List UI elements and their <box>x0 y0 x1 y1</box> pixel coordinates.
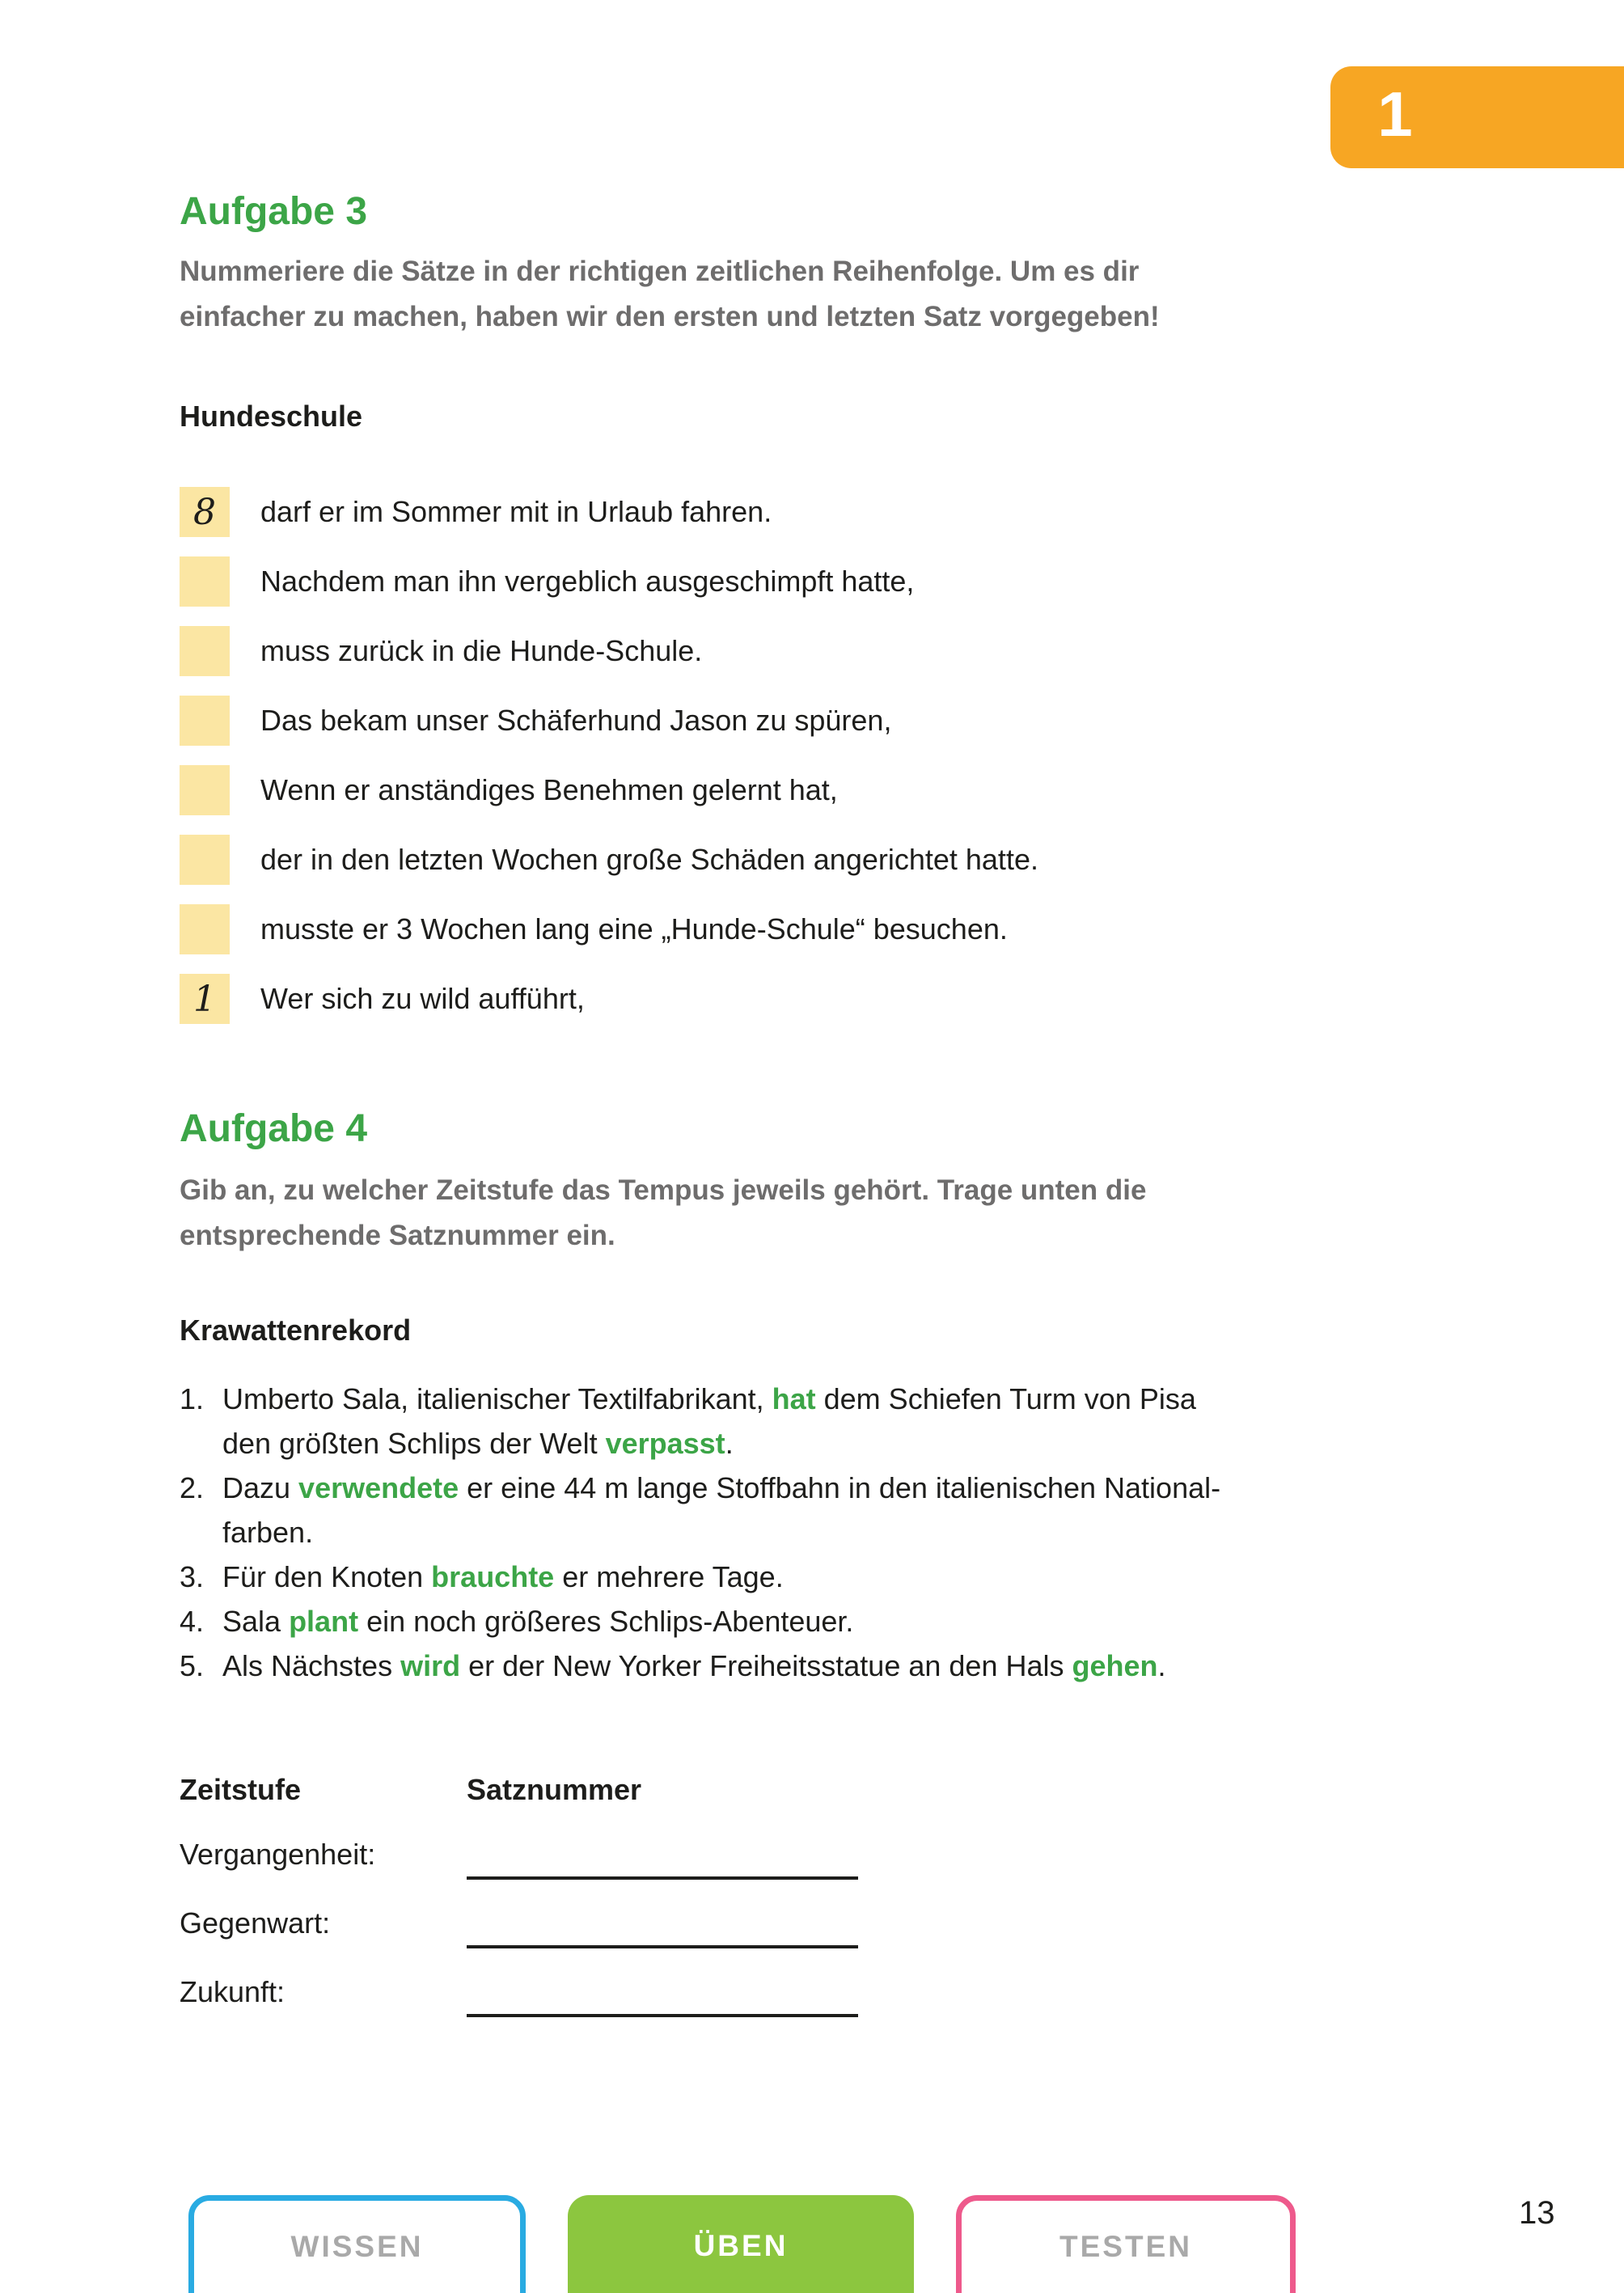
sentence-row <box>180 487 1038 537</box>
unit-number: 1 <box>1377 78 1413 150</box>
satznummer-input-line-zukunft[interactable] <box>467 2014 858 2017</box>
sentence-line <box>222 1510 1220 1555</box>
sentence-text: Wenn er anständiges Benehmen gelernt hat, <box>260 773 838 806</box>
tempus-verb: brauchte <box>431 1560 555 1593</box>
zeitstufe-label-gegenwart: Gegenwart: <box>180 1906 331 1940</box>
sentence-text: Das bekam unser Schäferhund Jason zu spüren, <box>260 704 892 737</box>
tempus-verb: plant <box>289 1605 359 1638</box>
instruction-line: Nummeriere die Sätze in der richtigen zeitlichen Reihenfolge. Um es dir <box>180 256 1140 287</box>
zeitstufe-column-header: Zeitstufe <box>180 1773 302 1806</box>
sentence-row <box>180 556 1038 607</box>
sentence-number: 3. <box>180 1560 205 1593</box>
sentence-line <box>222 1466 1220 1510</box>
sentence-row <box>180 765 1038 815</box>
sentence-row <box>180 904 1038 954</box>
order-number-box[interactable] <box>180 626 230 676</box>
order-number-box[interactable]: 8 <box>180 487 230 537</box>
sentence-number: 2. <box>180 1471 205 1504</box>
sentence-segment: den größten Schlips der Welt <box>222 1427 606 1460</box>
sentence-body <box>222 1599 853 1644</box>
tempus-verb: verpasst <box>605 1427 725 1460</box>
sentence-number: 4. <box>180 1605 205 1638</box>
aufgabe3-title: Aufgabe 3 <box>180 190 368 233</box>
sentence-text: Wer sich zu wild aufführt, <box>260 982 585 1015</box>
order-number-box[interactable] <box>180 696 230 746</box>
sentence-row <box>180 835 1038 885</box>
aufgabe4-title: Aufgabe 4 <box>180 1107 368 1150</box>
sentence-text: musste er 3 Wochen lang eine „Hunde-Schule“ besuchen. <box>260 912 1008 946</box>
sentence-row <box>180 696 1038 746</box>
sentence-body <box>222 1466 1220 1555</box>
zeitstufe-label-zukunft: Zukunft: <box>180 1975 285 2008</box>
sentence-segment: . <box>725 1427 734 1460</box>
krawattenrekord-subtitle: Krawattenrekord <box>180 1314 412 1347</box>
sentence-segment: dem Schiefen Turm von Pisa <box>815 1382 1196 1415</box>
order-number-box[interactable] <box>180 904 230 954</box>
numbered-sentence <box>180 1555 1220 1599</box>
order-number-box[interactable]: 1 <box>180 974 230 1024</box>
page-number: 13 <box>1519 2195 1555 2231</box>
sentence-segment: farben. <box>222 1516 314 1549</box>
sentence-text: muss zurück in die Hunde-Schule. <box>260 634 703 667</box>
tab-wissen[interactable]: WISSEN <box>188 2195 526 2293</box>
sentence-number: 1. <box>180 1382 205 1415</box>
sentence-segment: er mehrere Tage. <box>554 1560 784 1593</box>
tempus-verb: wird <box>400 1649 461 1682</box>
sentence-body <box>222 1644 1166 1688</box>
sentence-row <box>180 626 1038 676</box>
sentence-segment: Umberto Sala, italienischer Textilfabrikant, <box>222 1382 772 1415</box>
instruction-line: einfacher zu machen, haben wir den ersten und letzten Satz vorgegeben! <box>180 301 1160 332</box>
sentence-text: darf er im Sommer mit in Urlaub fahren. <box>260 495 772 528</box>
tempus-verb: gehen <box>1072 1649 1158 1682</box>
sentence-segment: Für den Knoten <box>222 1560 432 1593</box>
sentence-row <box>180 974 1038 1024</box>
zeitstufe-label-vergangenheit: Vergangenheit: <box>180 1838 376 1871</box>
sentence-text: der in den letzten Wochen große Schäden angerichtet hatte. <box>260 843 1038 876</box>
instruction-line: entsprechende Satznummer ein. <box>180 1220 615 1251</box>
hundeschule-subtitle: Hundeschule <box>180 400 363 433</box>
sentence-line <box>222 1555 784 1599</box>
tab-testen[interactable]: TESTEN <box>956 2195 1296 2293</box>
order-number-box[interactable] <box>180 835 230 885</box>
sentence-segment: er eine 44 m lange Stoffbahn in den italienischen National- <box>459 1471 1221 1504</box>
hundeschule-sentence-list <box>180 487 1038 1043</box>
unit-number-tab <box>1330 66 1624 168</box>
order-number-box[interactable] <box>180 765 230 815</box>
instruction-line: Gib an, zu welcher Zeitstufe das Tempus jeweils gehört. Trage unten die <box>180 1174 1147 1206</box>
numbered-sentence <box>180 1599 1220 1644</box>
krawattenrekord-sentence-list <box>180 1377 1220 1688</box>
order-number-box[interactable] <box>180 556 230 607</box>
sentence-segment: Als Nächstes <box>222 1649 401 1682</box>
tempus-verb: verwendete <box>298 1471 459 1504</box>
satznummer-column-header: Satznummer <box>467 1773 642 1806</box>
numbered-sentence <box>180 1377 1220 1466</box>
sentence-segment: er der New Yorker Freiheitsstatue an den Hals <box>460 1649 1072 1682</box>
sentence-line <box>222 1599 853 1644</box>
sentence-segment: . <box>1157 1649 1166 1682</box>
tab-ueben-active[interactable]: ÜBEN <box>568 2195 914 2293</box>
sentence-segment: Dazu <box>222 1471 299 1504</box>
sentence-line <box>222 1644 1166 1688</box>
sentence-segment: Sala <box>222 1605 290 1638</box>
sentence-number: 5. <box>180 1649 205 1682</box>
sentence-line <box>222 1377 1196 1421</box>
sentence-body <box>222 1377 1196 1466</box>
satznummer-input-line-gegenwart[interactable] <box>467 1945 858 1948</box>
aufgabe4-instruction <box>180 1168 1146 1259</box>
numbered-sentence <box>180 1466 1220 1555</box>
sentence-segment: ein noch größeres Schlips-Abenteuer. <box>358 1605 854 1638</box>
numbered-sentence <box>180 1644 1220 1688</box>
sentence-text: Nachdem man ihn vergeblich ausgeschimpft hatte, <box>260 565 915 598</box>
tempus-verb: hat <box>772 1382 816 1415</box>
satznummer-input-line-vergangenheit[interactable] <box>467 1876 858 1880</box>
sentence-line <box>222 1421 1196 1466</box>
sentence-body <box>222 1555 784 1599</box>
aufgabe3-instruction <box>180 249 1160 340</box>
